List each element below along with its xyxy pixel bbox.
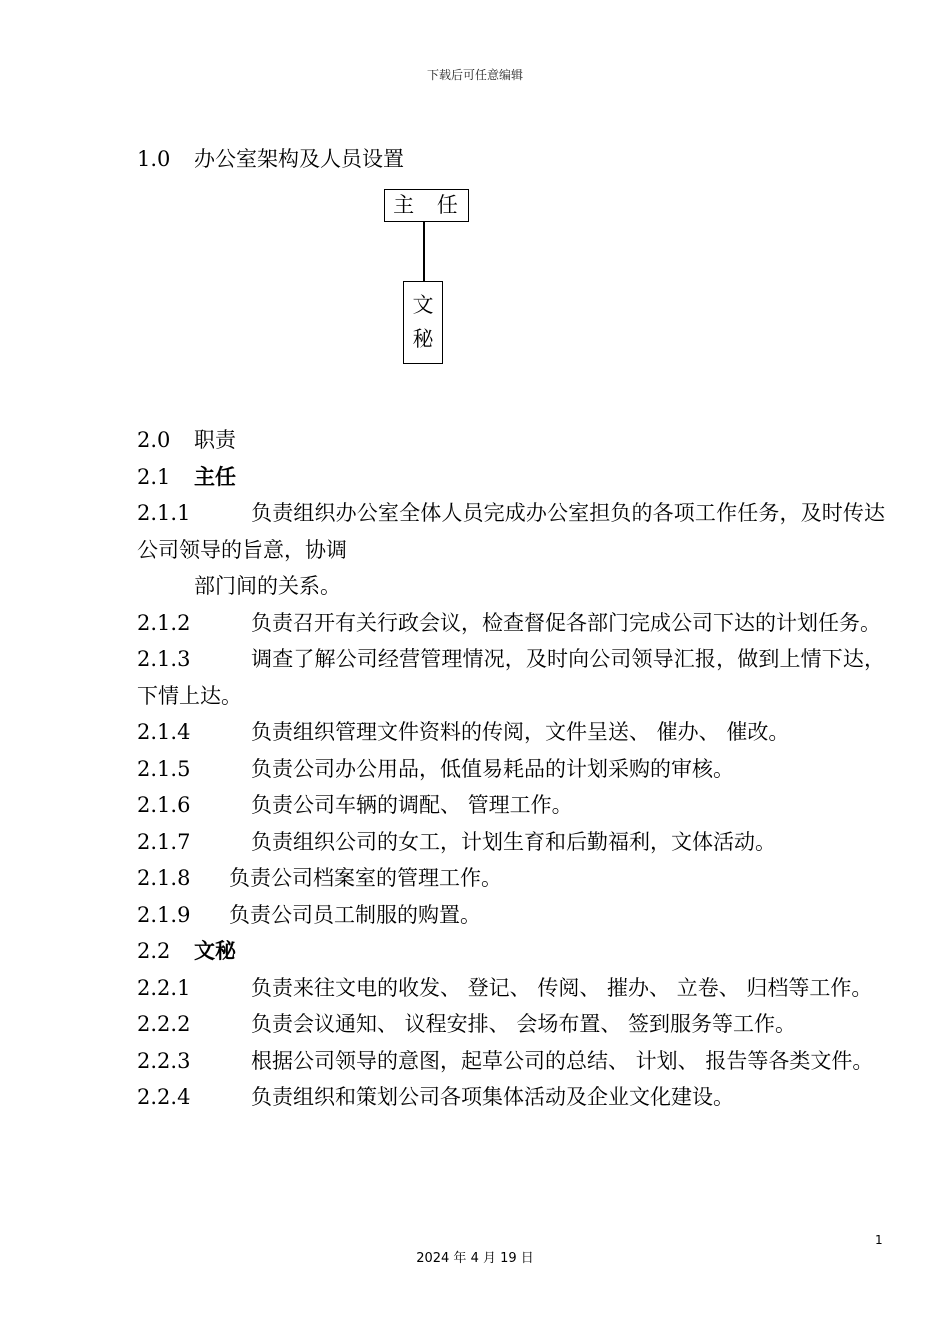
item-text: 负责公司车辆的调配、 管理工作。 bbox=[251, 793, 573, 817]
list-item bbox=[137, 787, 885, 824]
subsection-2-2-number: 2.2 bbox=[137, 939, 171, 963]
list-item bbox=[137, 860, 885, 897]
item-text: 根据公司领导的意图，起草公司的总结、 计划、 报告等各类文件。 bbox=[251, 1048, 874, 1073]
list-item bbox=[137, 1079, 885, 1116]
list-item bbox=[137, 495, 885, 568]
section-1-title bbox=[137, 143, 404, 173]
item-number: 2.2.4 bbox=[137, 1085, 191, 1109]
item-number: 2.1.2 bbox=[137, 610, 191, 635]
page-number: 1 bbox=[875, 1233, 883, 1247]
item-number: 2.2.1 bbox=[137, 975, 191, 1000]
section-2-heading: 职责 bbox=[194, 428, 236, 452]
item-number: 2.1.5 bbox=[137, 756, 191, 781]
list-item bbox=[137, 641, 885, 714]
page-header: 下载后可任意编辑 bbox=[426, 68, 523, 82]
org-chart-secretary-box bbox=[403, 281, 443, 364]
subsection-2-1-heading: 主任 bbox=[194, 464, 236, 489]
item-text: 负责会议通知、 议程安排、 会场布置、 签到服务等工作。 bbox=[251, 1012, 797, 1036]
item-text: 负责公司办公用品，低值易耗品的计划采购的审核。 bbox=[251, 756, 734, 781]
item-text: 负责公司档案室的管理工作。 bbox=[229, 866, 502, 890]
item-number: 2.1.7 bbox=[137, 829, 191, 854]
item-number: 2.2.3 bbox=[137, 1048, 191, 1073]
subsection-2-2-heading: 文秘 bbox=[194, 939, 236, 963]
list-item-continuation: 部门间的关系。 bbox=[194, 574, 341, 598]
org-chart-director-box: 主 任 bbox=[384, 189, 469, 222]
item-text: 负责组织管理文件资料的传阅，文件呈送、 催办、 催改。 bbox=[251, 720, 790, 744]
subsection-2-1-number: 2.1 bbox=[137, 464, 171, 489]
item-number: 2.2.2 bbox=[137, 1012, 191, 1036]
list-item bbox=[137, 714, 885, 751]
item-text: 负责公司员工制服的购置。 bbox=[229, 902, 481, 927]
item-number: 2.1.3 bbox=[137, 647, 191, 671]
subsection-2-2-title bbox=[137, 933, 885, 970]
list-item bbox=[137, 1006, 885, 1043]
item-number: 2.1.9 bbox=[137, 902, 191, 927]
item-number: 2.1.8 bbox=[137, 866, 191, 890]
list-item bbox=[137, 897, 885, 934]
section-1-heading: 办公室架构及人员设置 bbox=[194, 147, 404, 171]
item-text: 调查了解公司经营管理情况，及时向公司领导汇报，做到上情下达，下情上达。 bbox=[137, 647, 885, 708]
org-chart-connector bbox=[423, 222, 425, 281]
item-text: 负责组织公司的女工，计划生育和后勤福利，文体活动。 bbox=[251, 829, 776, 854]
item-text: 负责来往文电的收发、 登记、 传阅、 摧办、 立卷、 归档等工作。 bbox=[251, 975, 873, 1000]
page-footer-date: 2024 年 4 月 19 日 bbox=[416, 1251, 534, 1266]
org-chart-secretary-char-2: 秘 bbox=[412, 327, 434, 351]
list-item bbox=[137, 824, 885, 861]
item-text: 负责召开有关行政会议，检查督促各部门完成公司下达的计划任务。 bbox=[251, 610, 881, 635]
section-2-number: 2.0 bbox=[137, 428, 171, 452]
subsection-2-1-title bbox=[137, 459, 885, 496]
item-number: 2.1.1 bbox=[137, 501, 191, 525]
item-text: 负责组织办公室全体人员完成办公室担负的各项工作任务，及时传达公司领导的旨意，协调 bbox=[137, 501, 885, 562]
item-number: 2.1.6 bbox=[137, 793, 191, 817]
list-item bbox=[137, 1043, 885, 1080]
list-item bbox=[137, 605, 885, 642]
document-body bbox=[137, 422, 885, 1116]
item-number: 2.1.4 bbox=[137, 720, 191, 744]
org-chart-secretary-char-1: 文 bbox=[412, 293, 434, 317]
section-2-title bbox=[137, 422, 885, 459]
list-item bbox=[137, 751, 885, 788]
list-item bbox=[137, 970, 885, 1007]
section-1-number: 1.0 bbox=[137, 147, 171, 171]
item-text: 负责组织和策划公司各项集体活动及企业文化建设。 bbox=[251, 1085, 734, 1109]
